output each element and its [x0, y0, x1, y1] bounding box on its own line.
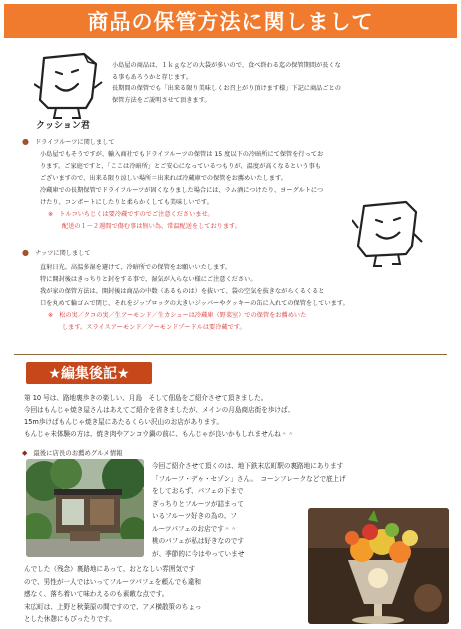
- gourmet-info-text: 今回ご紹介させて頂くのは、地下鉄末広町駅の裏路地にあります 「フルーフ・デゥ・セゾン」さん。 コーンフレークなどで底上げ をしておらず、パフェの下まで ぎっちりとフルーツが詰まって いるフルーツ好きの為の、フ ルーツパフェのお店です＾＾ 桃のパフェが私は好きなのです が、季節的に今はやっていませ: [152, 462, 346, 558]
- section-nuts-body: 直射日光、高温多湿を避けて、冷暗所での保管をお願いいたします。 特に開封後はきっちりと封をする事で、湿気が入らない様にご注意ください。 我が家の保管方法は、開封後は商品の中数（あるものは）を抜いて、袋の空気を抜きながらくるくると 口を丸めて輪ゴムで閉じ、それをジップロックの大きいジッパーやクッキーの缶に入れての保管をしています。 ※ 松の実／クコの実／生アーモンド／生カシューは冷蔵庫（野菜室）での保管をお薦めいた します。スライスアーモンド／アーモンドプードルは要冷蔵です。: [40, 264, 349, 331]
- bullet-icon: ●: [22, 137, 29, 146]
- page-title: 商品の保管方法に関しまして: [4, 4, 457, 38]
- intro-text: 小島屋の商品は、１ｋｇなどの大袋が多いので、食べ終わる迄の保管期間が長くな る事もあろうかと存じます。 長期間の保管でも「出来る限り美味しくお召上がり頂けます様」下記に商品ごとの 保管方法をご説明させて頂きます。: [112, 62, 341, 104]
- cushion-mascot-icon: [34, 48, 104, 120]
- mascot-name: クッション君: [36, 121, 90, 131]
- cushion-mascot-icon: [352, 198, 424, 268]
- shop-photo: [26, 459, 144, 557]
- gourmet-info-heading: ◆ 最後に店長のお薦めグルメ情報: [22, 449, 123, 457]
- editor-notes-body: 第 10 号は、路地裏歩きの楽しい、月島 そして佃島をご紹介させて頂きました。 今回はもんじゃ焼き屋さんはあえてご紹介を省きましたが、メインの月島商店街を歩けば、 15m歩けばもんじゃ焼き屋にあたるくらい沢山のお店があります。 もんじゃ未体験の方は、焼き肉やアンコウ鍋の前に、もんじゃが良いかもしれませんね＾＾: [24, 394, 295, 438]
- parfait-photo: [308, 508, 449, 624]
- section-nuts-heading: ● ナッツに関しまして: [22, 248, 91, 257]
- section-divider: [14, 354, 447, 355]
- diamond-icon: ◆: [22, 449, 28, 457]
- gourmet-info-text-continued: んでした（残念）裏路地にあって、おとなしい雰囲気です ので、男性が一人ではいってフルーツパフェを頼んでも違和 感なく、落ち着いて味わえるのも素敵な点です。 末広町は、上野と秋葉原の間ですので、アメ横散策のちょっ とした休憩にもぴったりです。: [24, 565, 202, 623]
- section-dried-fruit-heading: ● ドライフルーツに関しまして: [22, 137, 115, 146]
- editor-notes-title: ★編集後記★: [26, 362, 152, 384]
- section-dried-fruit-body: 小島屋でもそうですが、輸入商社でもドライフルーツの保管は 15 度以下の冷暗所にて保管を行ってお ります。ご家庭ですと、「ここは冷暗所」とご安心になっているつもりが、温度が高くなるという事も ございますので、出来る限り涼しい場所＝出来れば冷蔵庫での保管をお薦めいたします。 冷蔵庫での長期保管でドライフルーツが固くなりました場合には、ラム酒につけたり、ヨーグルトにつ けたり、コンポートにしたりと柔らかくしても美味しいです。 ※ トルコいちじくは要冷蔵ですのでご注意くださいませ。 配送の１～２週間で傷む事は無い為、常温配送をしております。: [40, 151, 324, 230]
- bullet-icon: ●: [22, 248, 29, 257]
